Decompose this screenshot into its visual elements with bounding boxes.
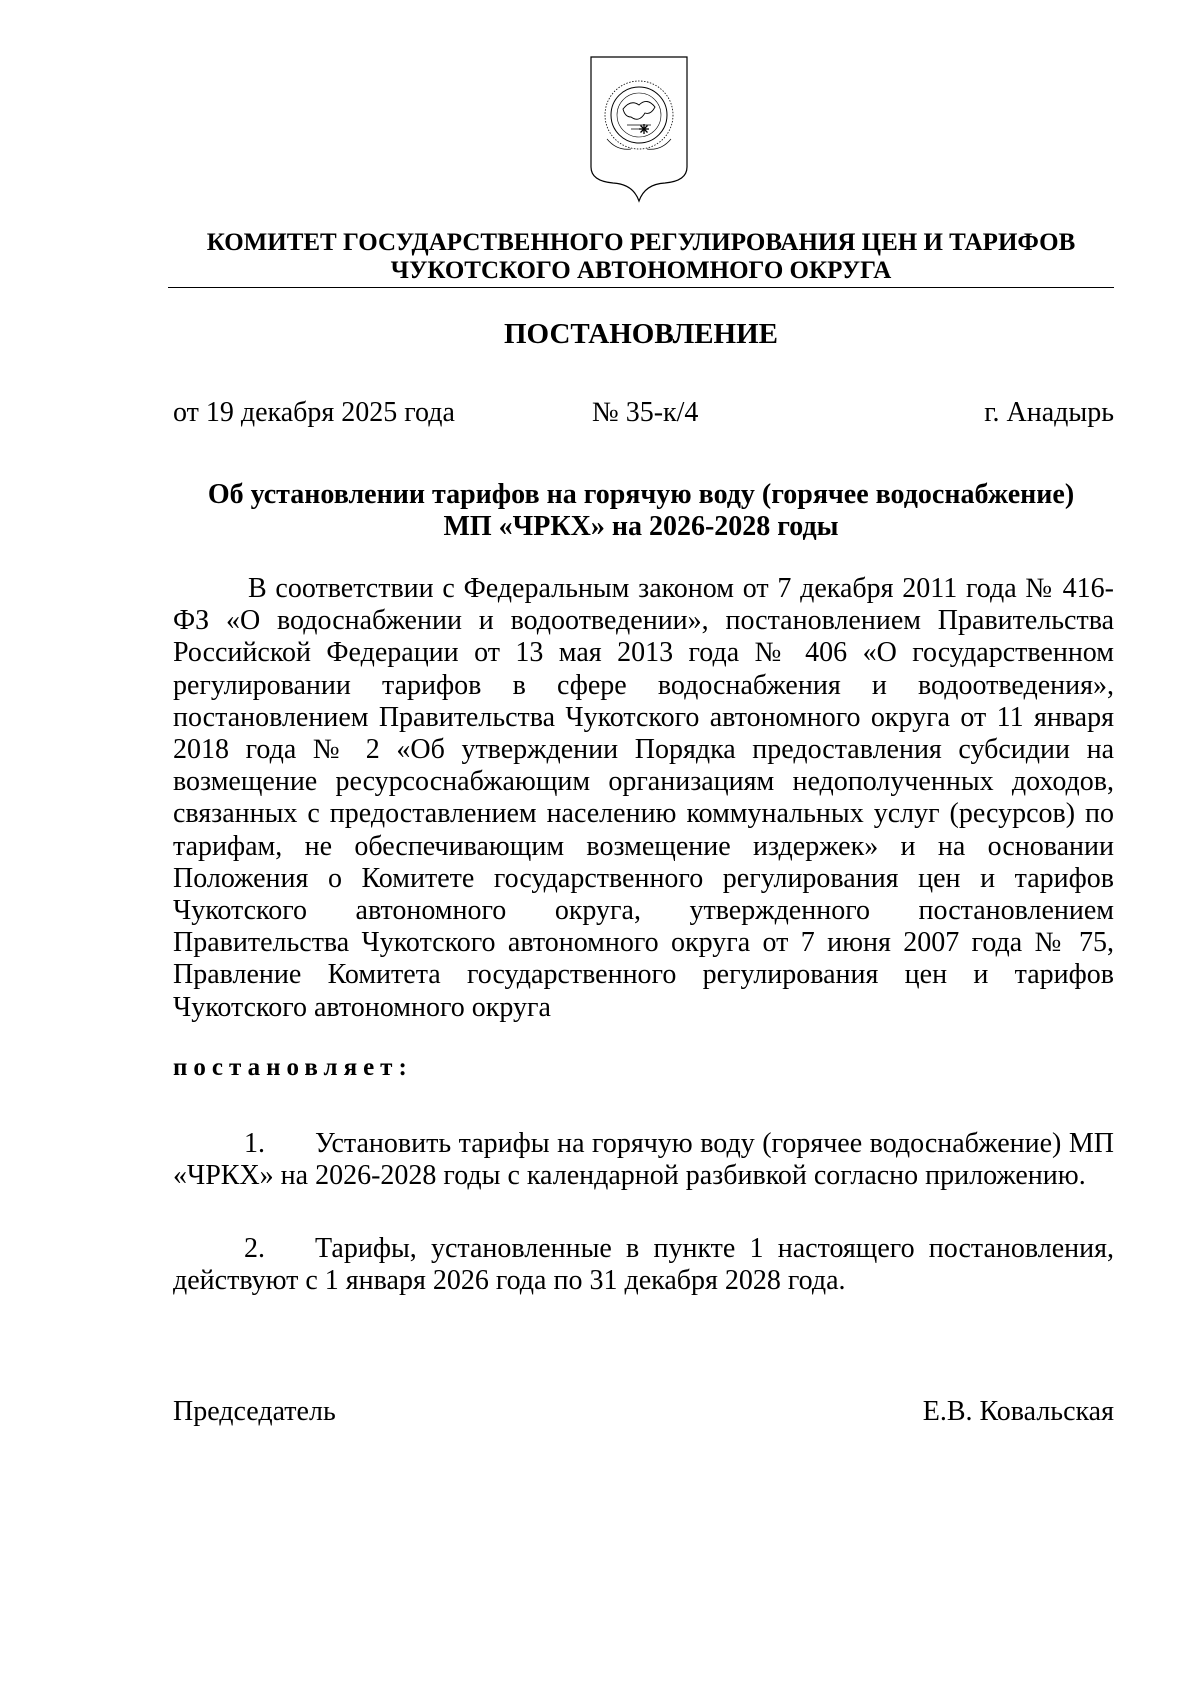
document-city: г. Анадырь xyxy=(984,397,1114,428)
resolves-label: постановляет: xyxy=(173,1054,413,1081)
document-title-line1: Об установлении тарифов на горячую воду (горячее водоснабжение) xyxy=(207,479,1075,510)
item-text: Установить тарифы на горячую воду (горячее водоснабжение) МП «ЧРКХ» на 2026-2028 годы с календарной разбивкой согласно приложению. xyxy=(173,1128,1114,1192)
document-title-line2: МП «ЧРКХ» на 2026-2028 годы xyxy=(443,511,839,542)
document-number: № 35-к/4 xyxy=(592,397,699,428)
organization-name-line2: ЧУКОТСКОГО АВТОНОМНОГО ОКРУГА xyxy=(390,257,892,284)
document-type: ПОСТАНОВЛЕНИЕ xyxy=(503,318,778,350)
item-number: 1. xyxy=(244,1128,265,1159)
signatory-position: Председатель xyxy=(173,1396,336,1427)
item-text: Тарифы, установленные в пункте 1 настоящего постановления, действуют с 1 января 2026 года по 31 декабря 2028 года. xyxy=(173,1233,1114,1297)
resolution-item-1 xyxy=(173,1128,1114,1192)
signatory-name: Е.В. Ковальская xyxy=(922,1396,1114,1427)
header-divider xyxy=(168,287,1114,288)
document-date: от 19 декабря 2025 года xyxy=(173,397,455,428)
coat-of-arms-emblem xyxy=(587,55,691,205)
item-number: 2. xyxy=(244,1233,265,1264)
resolution-item-2 xyxy=(173,1233,1114,1297)
organization-name-line1: КОМИТЕТ ГОСУДАРСТВЕННОГО РЕГУЛИРОВАНИЯ ЦЕН И ТАРИФОВ xyxy=(206,229,1076,256)
preamble-paragraph: В соответствии с Федеральным законом от 7 декабря 2011 года № 416-ФЗ «О водоснабжении и водоотведении», постановлением Правительства Российской Федерации от 13 мая 2013 года № 406 «О государственном регулировании тарифов в сфере водоснабжения и водоотведения», постановлением Правительства Чукотского автономного округа от 11 января 2018 года № 2 «Об утверждении Порядка предоставления субсидии на возмещение ресурсоснабжающим организациям недополученных доходов, связанных с предоставлением населению коммунальных услуг (ресурсов) по тарифам, не обеспечивающим возмещение издержек» и на основании Положения о Комитете государственного регулирования цен и тарифов Чукотского автономного округа, утвержденного постановлением Правительства Чукотского автономного округа от 7 июня 2007 года № 75, Правление Комитета государственного регулирования цен и тарифов Чукотского автономного округа xyxy=(173,573,1114,1023)
